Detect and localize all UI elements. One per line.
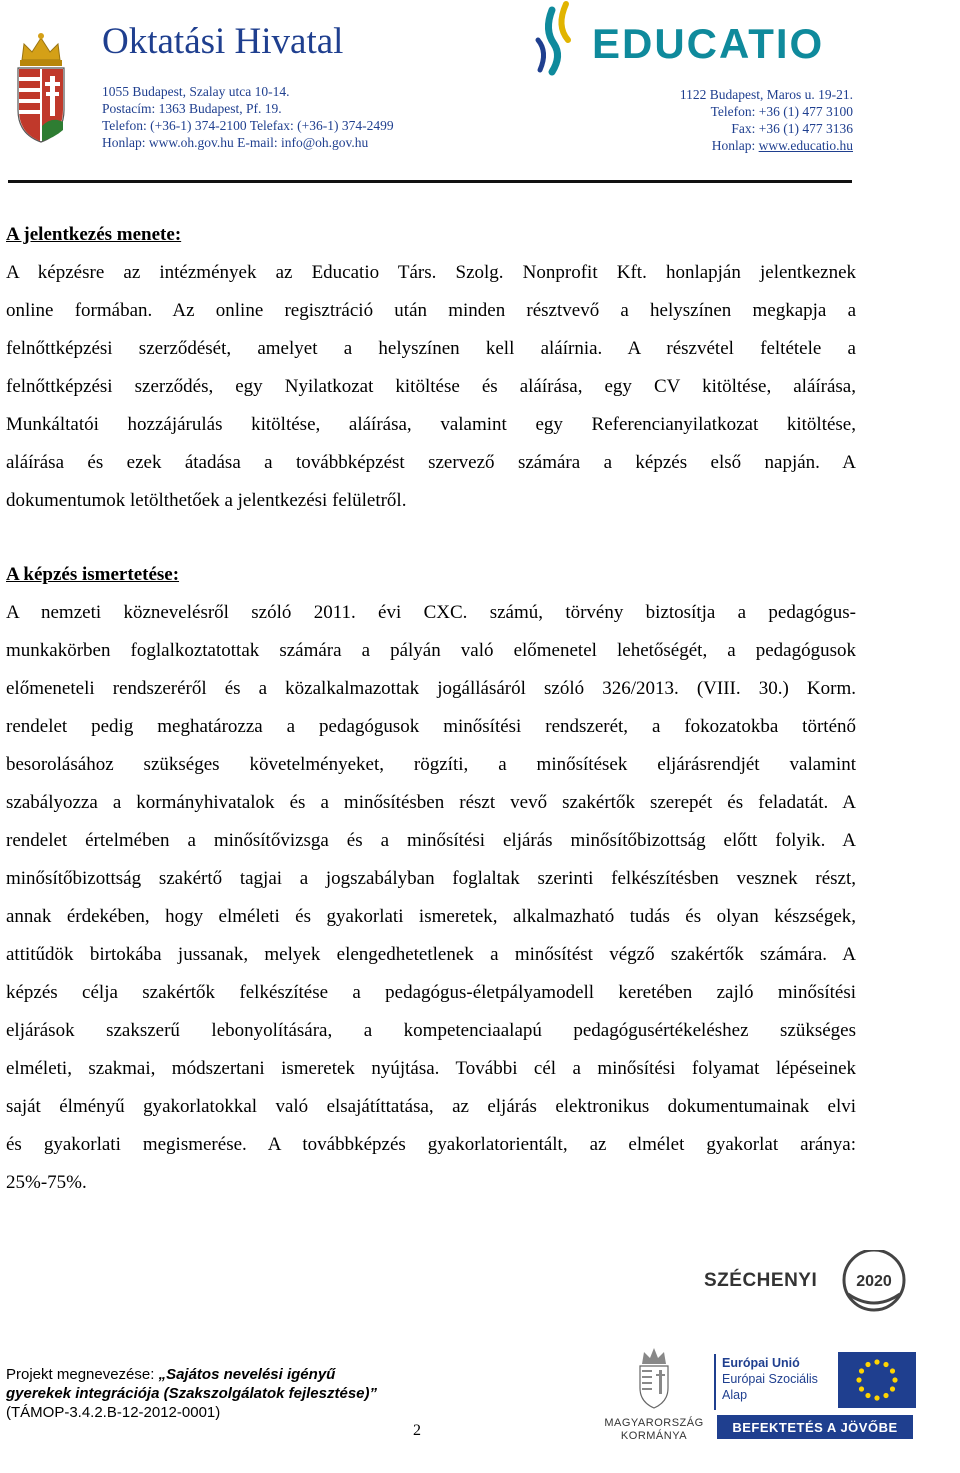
educatio-logo bbox=[522, 0, 858, 86]
paragraph-line: rendelet értelmében a minősítővizsga és a minősítési eljárás minősítőbizottság előtt folyik. A bbox=[6, 830, 856, 851]
paragraph-line: munkakörben foglalkoztatottak számára a pályán való előmenetel lehetőségét, a pedagógusok bbox=[6, 640, 856, 661]
educatio-web-label: Honlap: bbox=[711, 138, 759, 153]
educatio-phone: Telefon: +36 (1) 477 3100 bbox=[710, 104, 853, 119]
szechenyi-2020-logo bbox=[700, 1250, 910, 1320]
eu-slogan-banner: BEFEKTETÉS A JÖVŐBE bbox=[717, 1415, 913, 1439]
paragraph-line: felnőttképzési szerződését, amelyet a helyszínen kell aláírnia. A részvétel feltétele a bbox=[6, 338, 856, 359]
paragraph-line: felnőttképzési szerződés, egy Nyilatkozat kitöltése és aláírása, egy CV kitöltése, aláírása, bbox=[6, 376, 856, 397]
header-divider bbox=[8, 180, 852, 183]
educatio-address: 1122 Budapest, Maros u. 19-21. bbox=[679, 87, 853, 102]
eu-fund-line-1: Európai Szociális bbox=[722, 1372, 818, 1386]
section-heading-registration: A jelentkezés menete: bbox=[6, 224, 182, 245]
educatio-web-link[interactable]: www.educatio.hu bbox=[758, 138, 853, 153]
office-address: 1055 Budapest, Szalay utca 10-14. bbox=[102, 84, 290, 99]
paragraph-line: A képzésre az intézmények az Educatio Társ. Szolg. Nonprofit Kft. honlapján jelentkeznek bbox=[6, 262, 856, 283]
paragraph-line: online formában. Az online regisztráció után minden résztvevő a helyszínen megkapja a bbox=[6, 300, 856, 321]
office-web: Honlap: www.oh.gov.hu E-mail: info@oh.gov.hu bbox=[102, 135, 369, 150]
office-title: Oktatási Hivatal bbox=[102, 21, 344, 62]
educatio-fax: Fax: +36 (1) 477 3136 bbox=[731, 121, 853, 136]
section-heading-description: A képzés ismertetése: bbox=[6, 564, 180, 585]
office-phone: Telefon: (+36-1) 374-2100 Telefax: (+36-1) 374-2499 bbox=[102, 118, 394, 133]
paragraph-line: besorolásához szükséges követelményeket, rögzíti, a minősítések eljárásrendjét valamint bbox=[6, 754, 856, 775]
project-title-line-2: gyerekek integrációja (Szakszolgálatok fejlesztése)” bbox=[6, 1385, 377, 1402]
government-name-line-1: MAGYARORSZÁG bbox=[604, 1417, 704, 1429]
paragraph-line: előmeneteli rendszeréről és a közalkalmazottak jogállásáról szóló 326/2013. (VIII. 30.) Korm. bbox=[6, 678, 856, 699]
paragraph-line: A nemzeti köznevelésről szóló 2011. évi CXC. számú, törvény biztosítja a pedagógus- bbox=[6, 602, 856, 623]
paragraph-line: szabályozza a kormányhivatalok és a minősítésben részt vevő szakértők szerepét és feladatát. A bbox=[6, 792, 856, 813]
paragraph-line: annak érdekében, hogy elméleti és gyakorlati ismeretek, alkalmazható tudás és olyan készségek, bbox=[6, 906, 856, 927]
paragraph-line: aláírása és ezek átadása a továbbképzést szervező számára a képzés első napján. A bbox=[6, 452, 856, 473]
szechenyi-logo-text: SZÉCHENYI bbox=[704, 1270, 818, 1291]
eu-flag-icon bbox=[838, 1352, 916, 1408]
project-code: (TÁMOP-3.4.2.B-12-2012-0001) bbox=[6, 1404, 221, 1421]
paragraph-line: saját élményű gyakorlatokkal való elsajátíttatása, az eljárás elektronikus dokumentumainak elvi bbox=[6, 1096, 856, 1117]
hungarian-government-logo bbox=[600, 1342, 708, 1442]
paragraph-line: képzés célja szakértők felkészítése a pedagógus-életpályamodell keretében zajló minősítési bbox=[6, 982, 856, 1003]
eu-divider bbox=[714, 1354, 716, 1410]
paragraph-line: 25%-75%. bbox=[6, 1172, 87, 1193]
paragraph-line: dokumentumok letölthetőek a jelentkezési felületről. bbox=[6, 490, 407, 511]
page-number: 2 bbox=[413, 1422, 421, 1439]
educatio-web bbox=[712, 138, 853, 154]
paragraph-line: elméleti, szakmai, módszertani ismeretek nyújtása. További cél a minősítési folyamat lépéseinek bbox=[6, 1058, 856, 1079]
educatio-logo-text: EDUCATIO bbox=[592, 20, 825, 67]
eu-name: Európai Unió bbox=[722, 1356, 800, 1370]
project-label: Projekt megnevezése: bbox=[6, 1366, 159, 1383]
paragraph-line: eljárások szakszerű lebonyolítására, a kompetenciaalapú pedagógusértékeléshez szükséges bbox=[6, 1020, 856, 1041]
paragraph-line: Munkáltatói hozzájárulás kitöltése, aláírása, valamint egy Referencianyilatkozat kitöltése, bbox=[6, 414, 856, 435]
paragraph-line: és gyakorlati megismerése. A továbbképzés gyakorlatorientált, az elmélet gyakorlat aránya: bbox=[6, 1134, 856, 1155]
project-title-line-1 bbox=[6, 1366, 335, 1383]
szechenyi-year-text: 2020 bbox=[856, 1273, 892, 1290]
office-postal-address: Postacím: 1363 Budapest, Pf. 19. bbox=[102, 101, 282, 116]
paragraph-line: rendelet pedig meghatározza a pedagógusok minősítési rendszerét, a fokozatokba történő bbox=[6, 716, 856, 737]
paragraph-line: attitűdök birtokába jussanak, melyek elengedhetetlenek a minősítést végző szakértők számára. A bbox=[6, 944, 856, 965]
paragraph-line: minősítőbizottság szakértő tagjai a jogszabályban foglaltak szerinti felkészítésben vesznek részt, bbox=[6, 868, 856, 889]
hungarian-coat-of-arms-icon bbox=[10, 30, 72, 144]
eu-fund-line-2: Alap bbox=[722, 1388, 748, 1402]
project-name-part-1: „Sajátos nevelési igényű bbox=[158, 1366, 336, 1383]
government-name-line-2: KORMÁNYA bbox=[620, 1430, 688, 1442]
